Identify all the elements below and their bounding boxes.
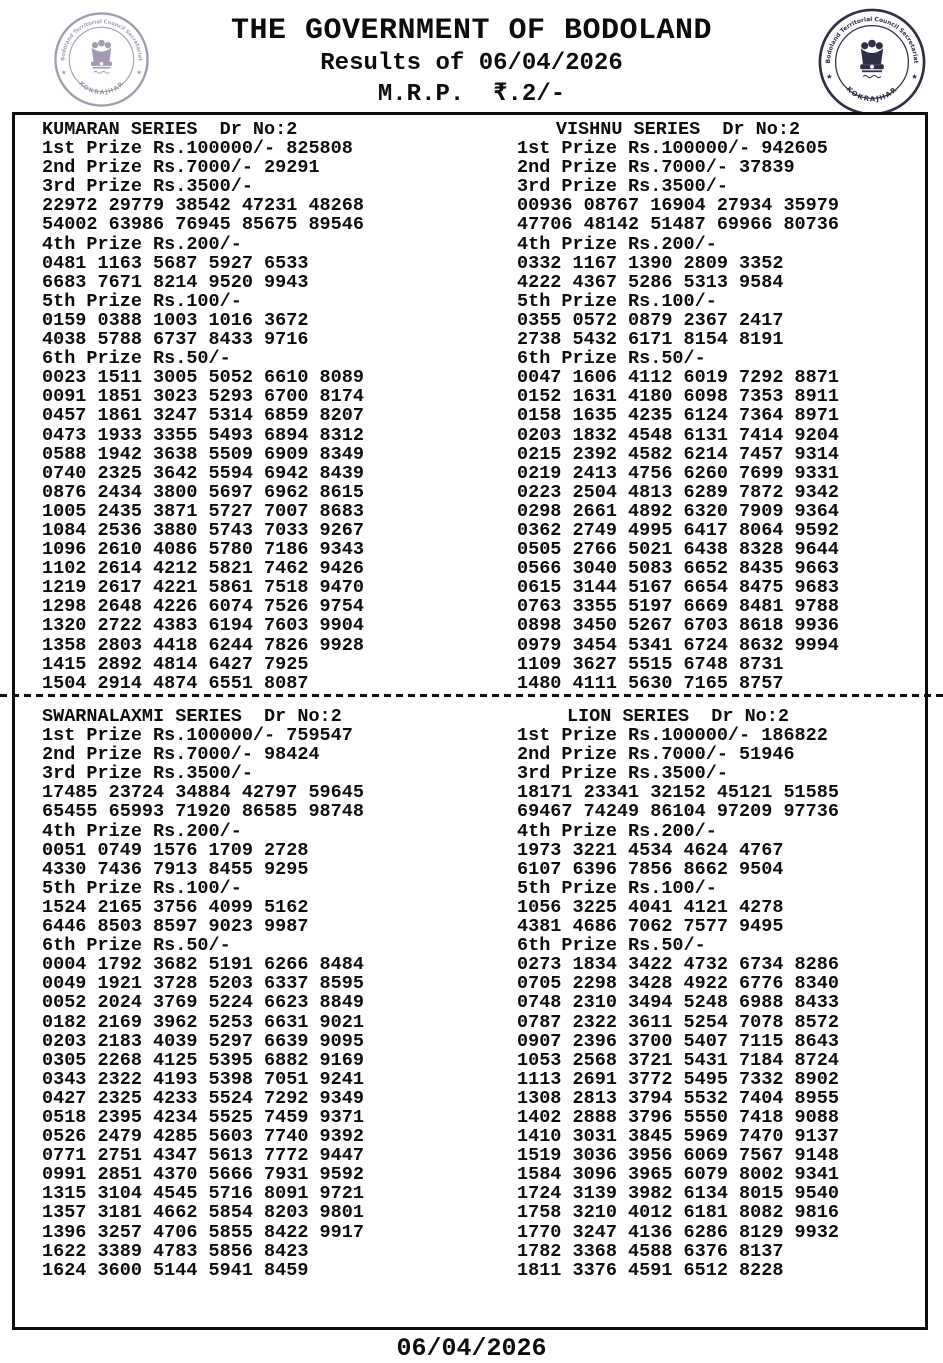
winning-numbers-row: 1113 2691 3772 5495 7332 8902: [517, 1068, 839, 1090]
prize-label-line: 5th Prize Rs.100/-: [517, 877, 717, 899]
winning-numbers-row: 0305 2268 4125 5395 6882 9169: [42, 1049, 364, 1071]
winning-numbers-row: 0898 3450 5267 6703 8618 9936: [517, 615, 839, 637]
winning-numbers-row: 1519 3036 3956 6069 7567 9148: [517, 1145, 839, 1167]
winning-numbers-row: 0771 2751 4347 5613 7772 9447: [42, 1145, 364, 1167]
winning-numbers-row: 47706 48142 51487 69966 80736: [517, 214, 839, 236]
winning-numbers-row: 0355 0572 0879 2367 2417: [517, 309, 784, 331]
winning-numbers-row: 0991 2851 4370 5666 7931 9592: [42, 1164, 364, 1186]
winning-numbers-row: 0047 1606 4112 6019 7292 8871: [517, 367, 839, 389]
prize-label-line: 6th Prize Rs.50/-: [517, 348, 706, 370]
seal-ring-text: Bodoland Territorial Council Secretariat: [60, 19, 143, 61]
winning-numbers-row: 1770 3247 4136 6286 8129 9932: [517, 1221, 839, 1243]
svg-text:KOKRAJHAR: [845, 85, 899, 103]
winning-numbers-row: 0203 2183 4039 5297 6639 9095: [42, 1030, 364, 1052]
winning-numbers-row: 0273 1834 3422 4732 6734 8286: [517, 954, 839, 976]
winning-numbers-row: 0787 2322 3611 5254 7078 8572: [517, 1011, 839, 1033]
winning-numbers-row: 1415 2892 4814 6427 7925: [42, 653, 309, 675]
prize-label-line: 6th Prize Rs.50/-: [42, 935, 231, 957]
prize-label-line: 2nd Prize Rs.7000/- 29291: [42, 157, 320, 179]
results-box: [12, 112, 928, 1330]
winning-numbers-row: 0004 1792 3682 5191 6266 8484: [42, 954, 364, 976]
series-title: KUMARAN SERIES Dr No:2: [42, 119, 298, 140]
winning-numbers-row: 1358 2803 4418 6244 7826 9928: [42, 634, 364, 656]
winning-numbers-row: 0481 1163 5687 5927 6533: [42, 252, 309, 274]
winning-numbers-row: 0023 1511 3005 5052 6610 8089: [42, 367, 364, 389]
prize-label-line: 1st Prize Rs.100000/- 186822: [517, 725, 828, 747]
bottom-half: [15, 695, 925, 1280]
prize-label-line: 2nd Prize Rs.7000/- 98424: [42, 744, 320, 766]
winning-numbers-row: 6683 7671 8214 9520 9943: [42, 271, 309, 293]
winning-numbers-row: 1480 4111 5630 7165 8757: [517, 672, 784, 694]
winning-numbers-row: 0298 2661 4892 6320 7909 9364: [517, 500, 839, 522]
winning-numbers-row: 1053 2568 3721 5431 7184 8724: [517, 1049, 839, 1071]
winning-numbers-row: 0763 3355 5197 6669 8481 9788: [517, 596, 839, 618]
winning-numbers-row: 0615 3144 5167 6654 8475 9683: [517, 577, 839, 599]
prize-label-line: 1st Prize Rs.100000/- 942605: [517, 138, 828, 160]
star-icon: ★: [136, 68, 143, 77]
star-icon: ★: [911, 71, 918, 81]
prize-label-line: 4th Prize Rs.200/-: [517, 233, 717, 255]
prize-label-line: 6th Prize Rs.50/-: [42, 348, 231, 370]
seal-place-text: KOKRAJHAR: [844, 85, 900, 104]
prize-label-line: 5th Prize Rs.100/-: [517, 290, 717, 312]
winning-numbers-row: 00936 08767 16904 27934 35979: [517, 195, 839, 217]
winning-numbers-row: 1357 3181 4662 5854 8203 9801: [42, 1202, 364, 1224]
seal-ring-text: Bodoland Territorial Council Secretariat: [824, 15, 920, 64]
winning-numbers-row: 22972 29779 38542 47231 48268: [42, 195, 364, 217]
winning-numbers-row: 1504 2914 4874 6551 8087: [42, 672, 309, 694]
winning-numbers-row: 0343 2322 4193 5398 7051 9241: [42, 1068, 364, 1090]
winning-numbers-row: 0505 2766 5021 6438 8328 9644: [517, 539, 839, 561]
prize-label-line: 1st Prize Rs.100000/- 825808: [42, 138, 353, 160]
winning-numbers-row: 1084 2536 3880 5743 7033 9267: [42, 519, 364, 541]
series-swarnalaxmi: [42, 707, 364, 1280]
column-right: [470, 707, 925, 1280]
winning-numbers-row: 1624 3600 5144 5941 8459: [42, 1259, 309, 1281]
winning-numbers-row: 2738 5432 6171 8154 8191: [517, 329, 784, 351]
winning-numbers-row: 0159 0388 1003 1016 3672: [42, 309, 309, 331]
winning-numbers-row: 1758 3210 4012 6181 8082 9816: [517, 1202, 839, 1224]
winning-numbers-row: 0332 1167 1390 2809 3352: [517, 252, 784, 274]
mrp-line: M.R.P. ₹.2/-: [377, 81, 566, 108]
series-title: LION SERIES Dr No:2: [566, 706, 789, 727]
winning-numbers-row: 1584 3096 3965 6079 8002 9341: [517, 1164, 839, 1186]
footer-date: 06/04/2026: [396, 1334, 547, 1363]
winning-numbers-row: 69467 74249 86104 97209 97736: [517, 801, 839, 823]
winning-numbers-row: 0091 1851 3023 5293 6700 8174: [42, 386, 364, 408]
prize-label-line: 4th Prize Rs.200/-: [42, 820, 242, 842]
top-half: [15, 115, 925, 695]
star-icon: ★: [826, 71, 833, 81]
winning-numbers-row: 65455 65993 71920 86585 98748: [42, 801, 364, 823]
winning-numbers-row: 0051 0749 1576 1709 2728: [42, 839, 309, 861]
winning-numbers-row: 0052 2024 3769 5224 6623 8849: [42, 992, 364, 1014]
winning-numbers-row: 0740 2325 3642 5594 6942 8439: [42, 462, 364, 484]
star-icon: ★: [60, 68, 67, 77]
winning-numbers-row: 4222 4367 5286 5313 9584: [517, 271, 784, 293]
prize-label-line: 4th Prize Rs.200/-: [42, 233, 242, 255]
winning-numbers-row: 1219 2617 4221 5861 7518 9470: [42, 577, 364, 599]
series-kumaran: [42, 120, 364, 693]
winning-numbers-row: 0473 1933 3355 5493 6894 8312: [42, 424, 364, 446]
winning-numbers-row: 1308 2813 3794 5532 7404 8955: [517, 1087, 839, 1109]
winning-numbers-row: 6107 6396 7856 8662 9504: [517, 858, 784, 880]
prize-label-line: 3rd Prize Rs.3500/-: [42, 176, 253, 198]
winning-numbers-row: 1410 3031 3845 5969 7470 9137: [517, 1126, 839, 1148]
winning-numbers-row: 0518 2395 4234 5525 7459 9371: [42, 1106, 364, 1128]
winning-numbers-row: 0203 1832 4548 6131 7414 9204: [517, 424, 839, 446]
prize-label-line: 1st Prize Rs.100000/- 759547: [42, 725, 353, 747]
prize-label-line: 3rd Prize Rs.3500/-: [42, 763, 253, 785]
winning-numbers-row: 1109 3627 5515 6748 8731: [517, 653, 784, 675]
winning-numbers-row: 0182 2169 3962 5253 6631 9021: [42, 1011, 364, 1033]
winning-numbers-row: 1096 2610 4086 5780 7186 9343: [42, 539, 364, 561]
prize-label-line: 3rd Prize Rs.3500/-: [517, 176, 728, 198]
dashed-divider: [0, 694, 943, 697]
winning-numbers-row: 0219 2413 4756 6260 7699 9331: [517, 462, 839, 484]
winning-numbers-row: 1622 3389 4783 5856 8423: [42, 1240, 309, 1262]
ashoka-lion-capital-icon: [860, 40, 884, 78]
winning-numbers-row: 0223 2504 4813 6289 7872 9342: [517, 481, 839, 503]
winning-numbers-row: 0907 2396 3700 5407 7115 8643: [517, 1030, 839, 1052]
prize-label-line: 4th Prize Rs.200/-: [517, 820, 717, 842]
winning-numbers-row: 0526 2479 4285 5603 7740 9392: [42, 1126, 364, 1148]
winning-numbers-row: 4381 4686 7062 7577 9495: [517, 916, 784, 938]
winning-numbers-row: 0566 3040 5083 6652 8435 9663: [517, 558, 839, 580]
winning-numbers-row: 18171 23341 32152 45121 51585: [517, 782, 839, 804]
winning-numbers-row: 0427 2325 4233 5524 7292 9349: [42, 1087, 364, 1109]
series-title: SWARNALAXMI SERIES Dr No:2: [42, 706, 342, 727]
winning-numbers-row: 4038 5788 6737 8433 9716: [42, 329, 309, 351]
council-seal-emblem: [816, 6, 928, 118]
prize-label-line: 5th Prize Rs.100/-: [42, 877, 242, 899]
winning-numbers-row: 1973 3221 4534 4624 4767: [517, 839, 784, 861]
winning-numbers-row: 4330 7436 7913 8455 9295: [42, 858, 309, 880]
prize-label-line: 5th Prize Rs.100/-: [42, 290, 242, 312]
winning-numbers-row: 1298 2648 4226 6074 7526 9754: [42, 596, 364, 618]
winning-numbers-row: 0049 1921 3728 5203 6337 8595: [42, 973, 364, 995]
prize-label-line: 2nd Prize Rs.7000/- 37839: [517, 157, 795, 179]
column-left: [15, 707, 470, 1280]
winning-numbers-row: 6446 8503 8597 9023 9987: [42, 916, 309, 938]
winning-numbers-row: 1524 2165 3756 4099 5162: [42, 896, 309, 918]
page-title: THE GOVERNMENT OF BODOLAND: [230, 14, 713, 48]
series-vishnu: [517, 120, 839, 693]
winning-numbers-row: 0457 1861 3247 5314 6859 8207: [42, 405, 364, 427]
winning-numbers-row: 1320 2722 4383 6194 7603 9904: [42, 615, 364, 637]
winning-numbers-row: 1811 3376 4591 6512 8228: [517, 1259, 784, 1281]
winning-numbers-row: 1724 3139 3982 6134 8015 9540: [517, 1183, 839, 1205]
seal-place-text: KOKRAJHAR: [77, 80, 126, 97]
winning-numbers-row: 1005 2435 3871 5727 7007 8683: [42, 500, 364, 522]
winning-numbers-row: 1782 3368 4588 6376 8137: [517, 1240, 784, 1262]
winning-numbers-row: 1315 3104 4545 5716 8091 9721: [42, 1183, 364, 1205]
winning-numbers-row: 17485 23724 34884 42797 59645: [42, 782, 364, 804]
results-date-line: Results of 06/04/2026: [320, 50, 623, 77]
winning-numbers-row: 0979 3454 5341 6724 8632 9994: [517, 634, 839, 656]
prize-label-line: 6th Prize Rs.50/-: [517, 935, 706, 957]
prize-label-line: 3rd Prize Rs.3500/-: [517, 763, 728, 785]
winning-numbers-row: 0705 2298 3428 4922 6776 8340: [517, 973, 839, 995]
winning-numbers-row: 54002 63986 76945 85675 89546: [42, 214, 364, 236]
winning-numbers-row: 1396 3257 4706 5855 8422 9917: [42, 1221, 364, 1243]
winning-numbers-row: 0152 1631 4180 6098 7353 8911: [517, 386, 839, 408]
winning-numbers-row: 0876 2434 3800 5697 6962 8615: [42, 481, 364, 503]
series-lion: [517, 707, 839, 1280]
btc-seal-right: [816, 6, 928, 118]
winning-numbers-row: 0588 1942 3638 5509 6909 8349: [42, 443, 364, 465]
winning-numbers-row: 0748 2310 3494 5248 6988 8433: [517, 992, 839, 1014]
column-right: [470, 120, 925, 695]
winning-numbers-row: 1056 3225 4041 4121 4278: [517, 896, 784, 918]
winning-numbers-row: 0215 2392 4582 6214 7457 9314: [517, 443, 839, 465]
winning-numbers-row: 0158 1635 4235 6124 7364 8971: [517, 405, 839, 427]
column-left: [15, 120, 470, 695]
winning-numbers-row: 1402 2888 3796 5550 7418 9088: [517, 1106, 839, 1128]
prize-label-line: 2nd Prize Rs.7000/- 51946: [517, 744, 795, 766]
series-title: VISHNU SERIES Dr No:2: [555, 119, 801, 140]
winning-numbers-row: 0362 2749 4995 6417 8064 9592: [517, 519, 839, 541]
winning-numbers-row: 1102 2614 4212 5821 7462 9426: [42, 558, 364, 580]
